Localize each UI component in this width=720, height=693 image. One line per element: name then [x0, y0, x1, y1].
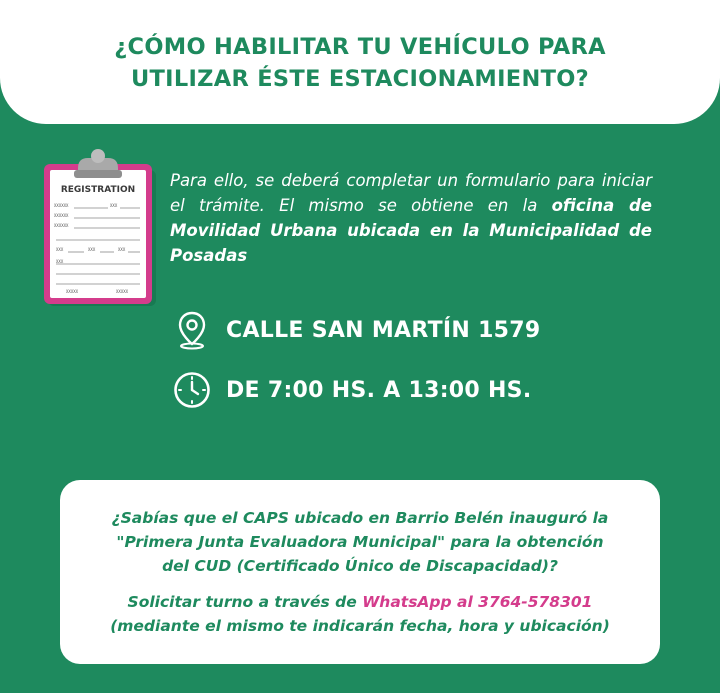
clipboard-title: REGISTRATION [60, 185, 136, 195]
clipboard-field-7: XXX [118, 247, 126, 252]
clipboard-field-1: XXXXXX [54, 203, 69, 208]
clipboard-field-9: XXXXX [66, 289, 79, 294]
address-row [172, 308, 541, 352]
notice-question-line-1: ¿Sabías que el CAPS ubicado en Barrio Belén inauguró la [111, 509, 609, 527]
hours-row [172, 368, 532, 412]
header-title-line-2: UTILIZAR ÉSTE ESTACIONAMIENTO? [130, 66, 590, 92]
notice-question-line-3: del CUD (Certificado Único de Discapacidad)? [162, 557, 558, 575]
notice-question-line-2: "Primera Junta Evaluadora Municipal" para la obtención [116, 533, 604, 551]
clipboard-field-3: XXXXXX [54, 213, 69, 218]
clipboard-field-8: XXX [56, 259, 64, 264]
whatsapp-contact: WhatsApp al 3764-578301 [362, 593, 593, 611]
header-title-line-1: ¿CÓMO HABILITAR TU VEHÍCULO PARA [114, 34, 606, 60]
intro-office-location: oficina de Movilidad Urbana ubicada en la Municipalidad de Posadas [170, 196, 652, 265]
registration-clipboard-icon [42, 148, 162, 310]
clipboard-field-10: XXXXX [116, 289, 129, 294]
clipboard-field-2: XXX [110, 203, 118, 208]
clipboard-field-4: XXXXXX [54, 223, 69, 228]
notice-cta-prefix: Solicitar turno a través de [127, 593, 363, 611]
clipboard-field-5: XXX [56, 247, 64, 252]
intro-text: Para ello, se deberá completar un formulario para iniciar el trámite. El mismo se obtiene en la [170, 171, 652, 215]
notice-cta-line-1 [128, 590, 593, 614]
hours-text: DE 7:00 HS. A 13:00 HS. [226, 377, 532, 403]
intro-paragraph [170, 168, 652, 268]
address-text: CALLE SAN MARTÍN 1579 [226, 317, 541, 343]
location-pin-icon [172, 310, 212, 350]
clock-icon [172, 370, 212, 410]
cud-notice-box [60, 480, 660, 664]
header-banner [0, 0, 720, 124]
notice-cta-line-2: (mediante el mismo te indicarán fecha, hora y ubicación) [110, 617, 610, 635]
clipboard-field-6: XXX [88, 247, 96, 252]
